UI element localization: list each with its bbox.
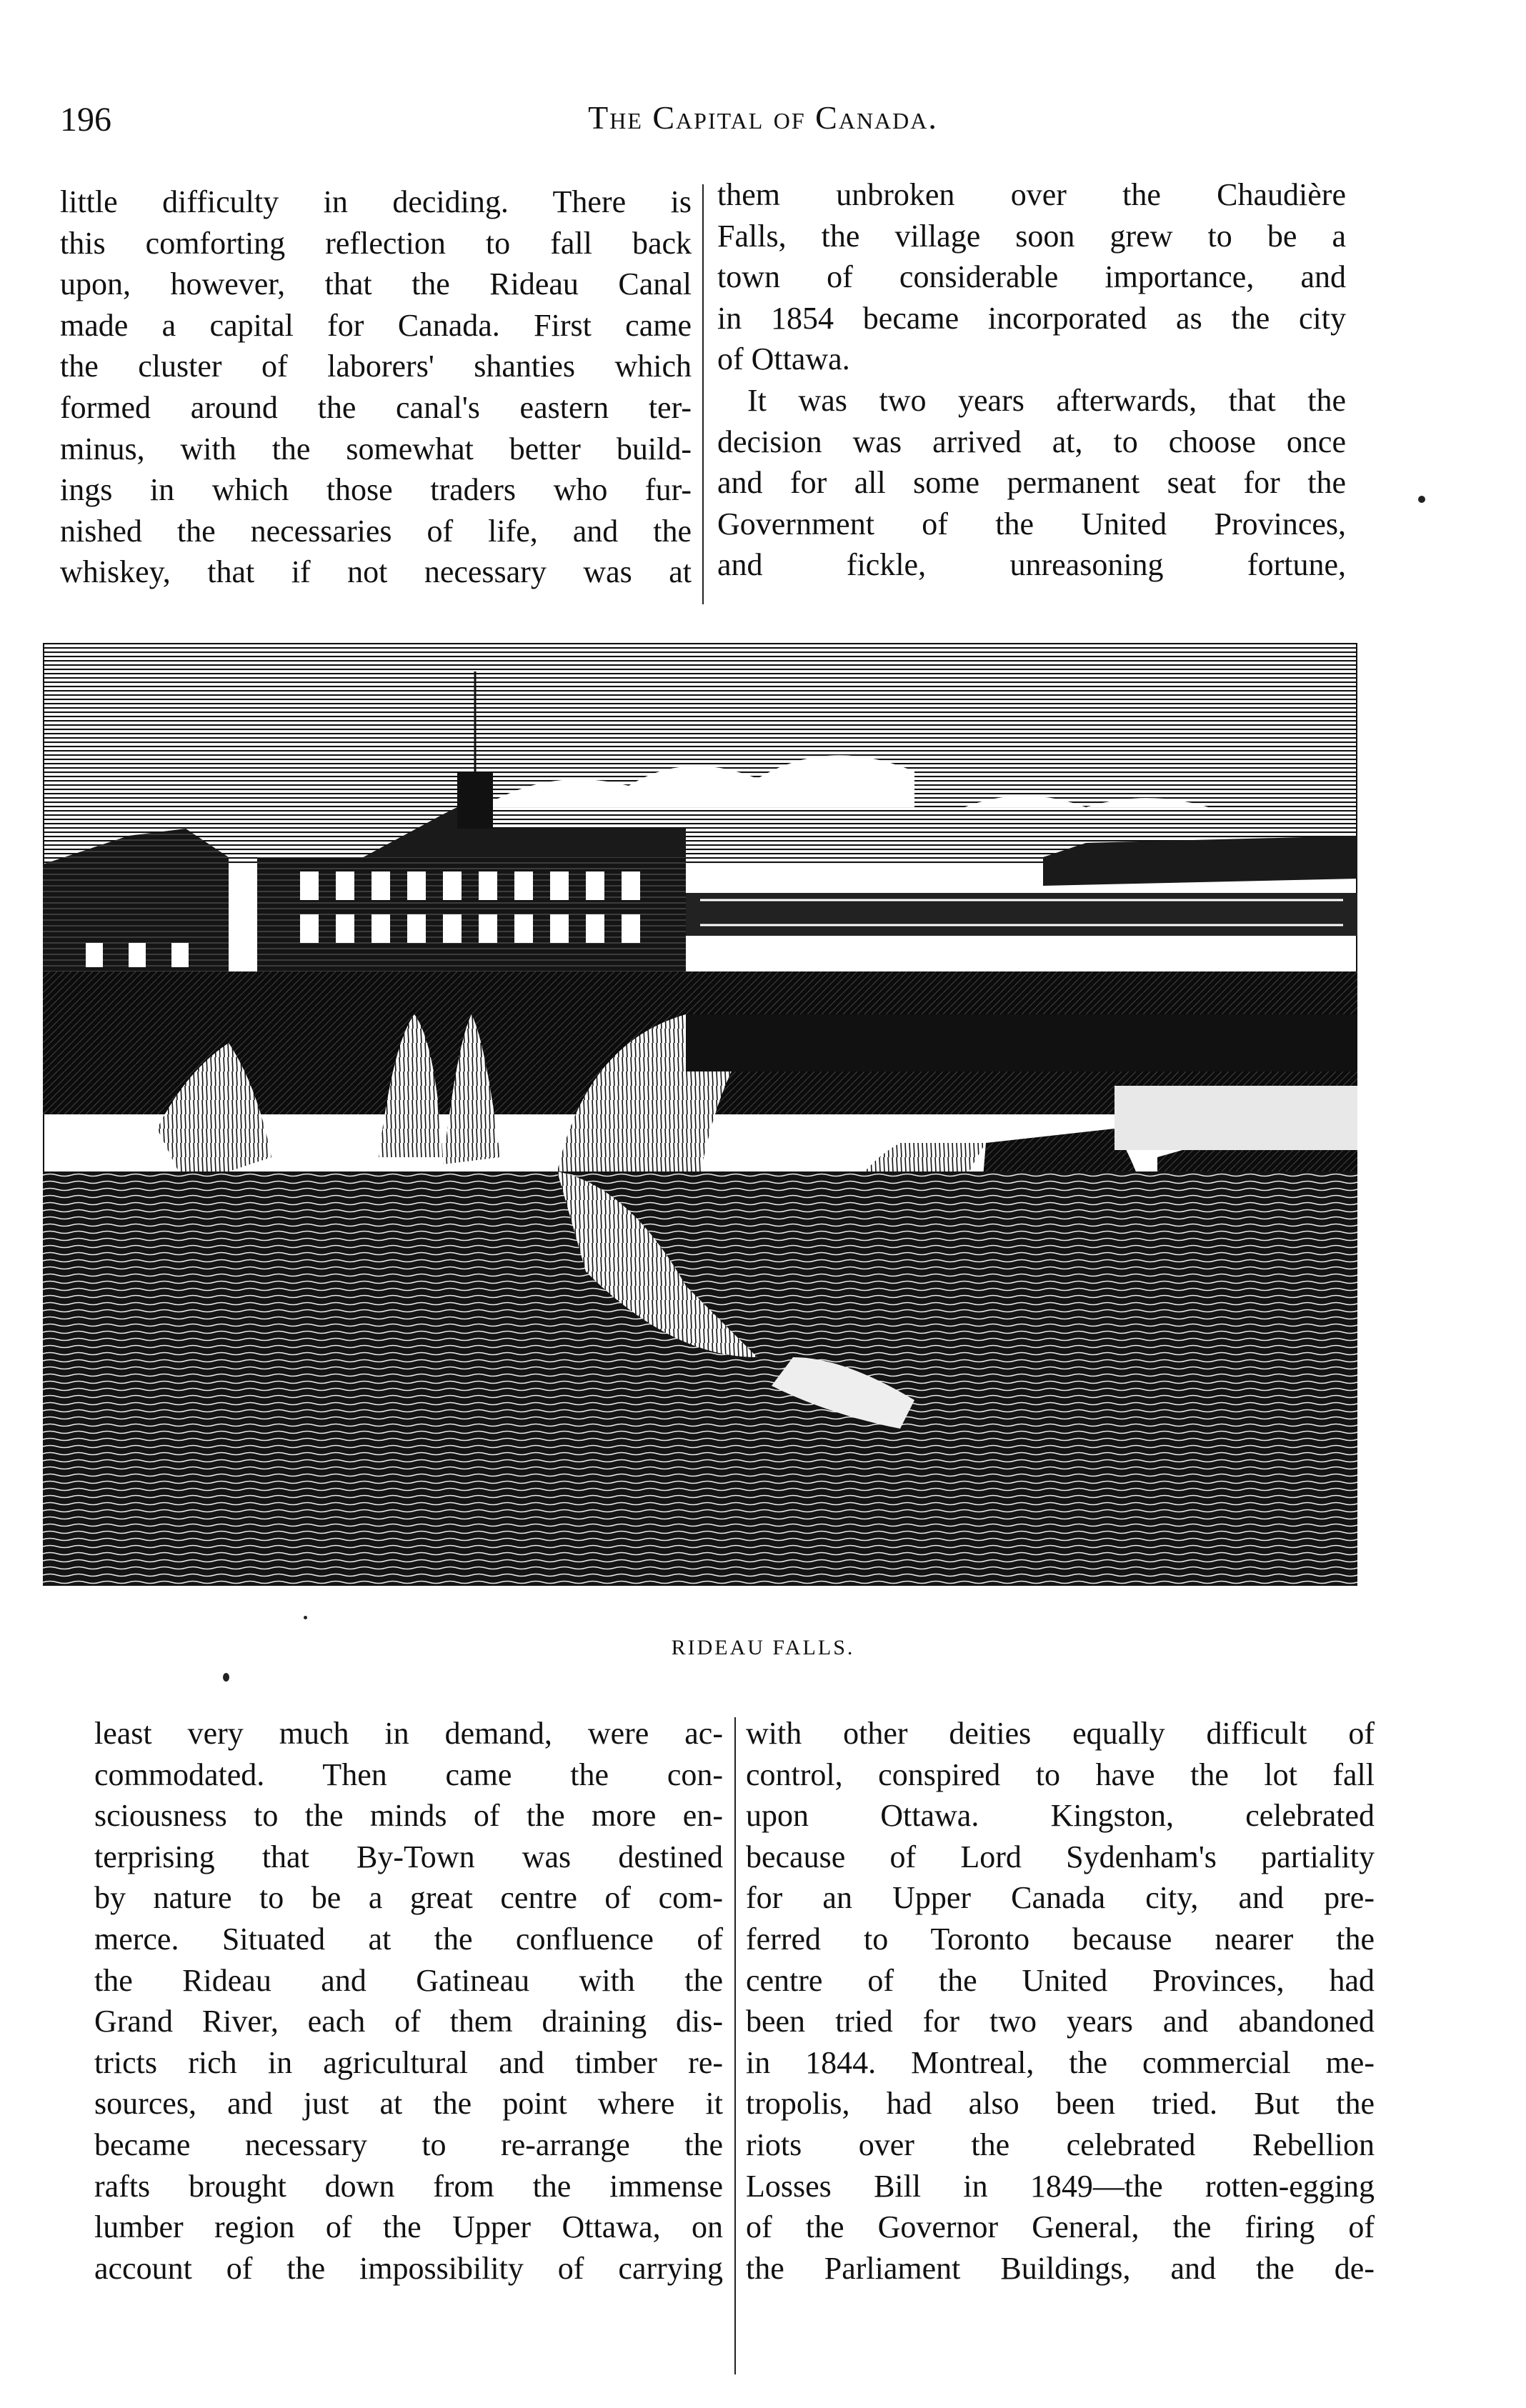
text-line: least very much in demand, were ac- xyxy=(94,1716,723,1751)
text-line: lumber region of the Upper Ottawa, on xyxy=(94,2209,723,2245)
text-line: merce. Situated at the confluence of xyxy=(94,1921,723,1957)
text-line: the cluster of laborers' shanties which xyxy=(60,349,692,384)
text-line: sciousness to the minds of the more en- xyxy=(94,1798,723,1834)
text-line: formed around the canal's eastern ter- xyxy=(60,389,692,425)
text-line: town of considerable importance, and xyxy=(717,259,1346,295)
text-line: made a capital for Canada. First came xyxy=(60,307,692,343)
text-line: tricts rich in agricultural and timber re- xyxy=(94,2044,723,2080)
page-number: 196 xyxy=(60,101,111,139)
column-divider xyxy=(734,1717,736,2374)
text-line: the Rideau and Gatineau with the xyxy=(94,1962,723,1998)
text-line: Government of the United Provinces, xyxy=(717,506,1346,541)
text-line: been tried for two years and abandoned xyxy=(746,2004,1375,2039)
text-line: Losses Bill in 1849—the rotten-egging xyxy=(746,2168,1375,2204)
text-line: control, conspired to have the lot fall xyxy=(746,1757,1375,1792)
text-line: little difficulty in deciding. There is xyxy=(60,184,692,219)
bottom-left-column xyxy=(94,1713,723,2289)
top-right-column xyxy=(717,174,1346,586)
text-line: whiskey, that if not necessary was at xyxy=(60,554,692,590)
text-line: account of the impossibility of carrying xyxy=(94,2250,723,2286)
top-left-column xyxy=(60,181,692,593)
text-line: centre of the United Provinces, had xyxy=(746,1962,1375,1998)
text-line: decision was arrived at, to choose once xyxy=(717,424,1346,459)
text-line: Grand River, each of them draining dis- xyxy=(94,2004,723,2039)
text-line: commodated. Then came the con- xyxy=(94,1757,723,1792)
text-line: upon Ottawa. Kingston, celebrated xyxy=(746,1798,1375,1834)
text-line: with other deities equally difficult of xyxy=(746,1716,1375,1751)
text-line: for an Upper Canada city, and pre- xyxy=(746,1880,1375,1916)
text-line: and for all some permanent seat for the xyxy=(717,465,1346,501)
text-line: because of Lord Sydenham's partiality xyxy=(746,1839,1375,1874)
text-line: of Ottawa. xyxy=(717,341,850,377)
text-line: in 1844. Montreal, the commercial me- xyxy=(746,2044,1375,2080)
print-speck xyxy=(1418,496,1425,503)
text-line: of the Governor General, the firing of xyxy=(746,2209,1375,2245)
rideau-falls-engraving xyxy=(43,643,1357,1586)
text-line: It was two years afterwards, that the xyxy=(747,382,1346,418)
text-line: the Parliament Buildings, and the de- xyxy=(746,2250,1375,2286)
text-line: upon, however, that the Rideau Canal xyxy=(60,266,692,302)
text-line: ings in which those traders who fur- xyxy=(60,472,692,508)
column-divider xyxy=(702,184,704,604)
print-speck xyxy=(223,1673,229,1682)
text-line: became necessary to re-arrange the xyxy=(94,2127,723,2162)
print-speck xyxy=(304,1616,307,1619)
text-line: nished the necessaries of life, and the xyxy=(60,513,692,549)
text-line: rafts brought down from the immense xyxy=(94,2168,723,2204)
figure-caption: RIDEAU FALLS. xyxy=(671,1636,855,1659)
text-line: ferred to Toronto because nearer the xyxy=(746,1921,1375,1957)
text-line: and fickle, unreasoning fortune, xyxy=(717,547,1346,583)
text-line: this comforting reflection to fall back xyxy=(60,225,692,261)
text-line: by nature to be a great centre of com- xyxy=(94,1880,723,1916)
text-line: minus, with the somewhat better build- xyxy=(60,431,692,466)
text-line: tropolis, had also been tried. But the xyxy=(746,2086,1375,2122)
bottom-right-column xyxy=(746,1713,1375,2289)
text-line: riots over the celebrated Rebellion xyxy=(746,2127,1375,2162)
text-line: sources, and just at the point where it xyxy=(94,2086,723,2122)
running-title: The Capital of Canada. xyxy=(588,99,938,136)
text-line: them unbroken over the Chaudière xyxy=(717,177,1346,212)
text-line: in 1854 became incorporated as the city xyxy=(717,300,1346,336)
text-line: terprising that By-Town was destined xyxy=(94,1839,723,1874)
text-line: Falls, the village soon grew to be a xyxy=(717,218,1346,254)
